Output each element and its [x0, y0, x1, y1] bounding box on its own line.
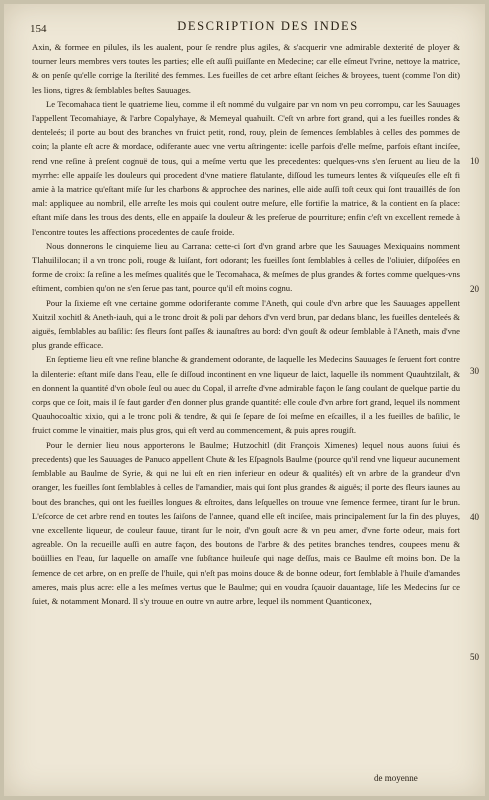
paragraph-tecomahaca: Le Tecomahaca tient le quatrieme lieu, comme il eſt nommé du vulgaire par vn nom vn peu corrompu, car les Sauuages l'appellent Tecomahiaye, & l'arbre Copalyhaye, & Memeyal quahuilt. C'eſt vn arbre fort grand, qui a les fueilles rondes & denteleés; il porte au bout des branches vn fruict petit, rond, rouy, plein de ſemences ſemblables à celles des pommes de coin; la plante eſt acre & mordace, odiferante auec vne vertu aſtringente: icelle parfois d'elle meſme, parfois eſtant inciſee, rend vne reſine à preſent cognuë de tous, qui a meſme vertu que les precedentes: quelques-vns s'en ſeruent au lieu de la myrrhe: elle appaiſe les douleurs qui procedent d'vne matiere flatulante, diſſoud les tumeurs lentes & viſqueuſes elle eſt fi amie à la matrice qu'eſtant miſe ſur les charbons & approchee des narines, elle aide auſſi toſt ceux qui ſont trauaillés de ſon mal: appliquee au nombril, elle arreſte les mois qui coulent outre meſure, elle fortifie la matrice, & la contient en ſa place: eſtant miſe dans les trous des dents, elle en appaiſe la douleur & les preſerue de pourriture; enfin c'eſt vn excellent remede à l'encontre toutes les affections procedentes de cauſe froide.	[32, 98, 460, 237]
paragraph-aneth: Pour la ſixieme eſt vne certaine gomme odoriferante comme l'Aneth, qui coule d'vn arbre que les Sauuages appellent Xuitzil xochitl & Aneth-iauh, qui a le tronc droit & poli par dehors d'vn verd brun, par dedans blanc, les fueilles denteleés & aiguës, ſemblables au baſilic: ſes fleurs ſont paſſes & iaunaſtres au bord: d'vn gouſt & odeur ſemblable à l'Aneth, mais d'vne plus grande efficace.	[32, 297, 460, 351]
running-head: DESCRIPTION DES INDES	[177, 19, 359, 33]
page-header	[30, 12, 470, 38]
paragraph-resine-blanche: En ſeptieme lieu eſt vne reſine blanche & grandement odorante, de laquelle les Medecins Sauuages ſe ſeruent fort contre la dilenterie: eſtant miſe dans l'eau, elle ſe diſſoud incontinent en vne liqueur de laict, laquelle ils nomment Quauhtzilalt, & en donnent la quantité d'vn obole ſeul ou auec du Copal, il arreſte d'vne admirable façon le ſang coulant de quelque partie du corps que ce ſoit, mais il ſe faut garder d'en donner plus grande quantité: elle coule d'vn arbre fort grand, lequel ils nomment Quauhocoaltic xixio, qui a le tronc poli & tendre, & qui ſe ſepare de ſoi meſme en eſcailles, il a les fueilles de baſilic, le fruict comme le vinaitier, mais plus gros, qui eſt verd au commencement, & puis apres rougiſt.	[32, 354, 460, 436]
margin-line-number: 50	[470, 652, 479, 662]
margin-line-number: 30	[470, 366, 479, 376]
paragraph-baulme: Pour le dernier lieu nous apporterons le Baulme; Hutzochitl (dit François Ximenes) lequel nous auons ſuiui és precedents) que les Sauuages de Panuco appellent Chute & les Eſpagnols Baulme (pource qu'il rend vne liqueur aucunement ſemblable au Baulme de Syrie, & qui ne lui eſt en rien inferieur en odeur & qualités) eſt vn arbre de la grandeur d'vn oranger, les fueilles ſont ſemblables à celles de l'amandier, mais qui ſont plus grandes & aiguës; il porte des fleurs iaunes au bout des branches, qui ont les fueilles longues & eſtroites, dans leſquelles on trouue vne ſemence fermee, tirant ſur le brun. L'eſcorce de cet arbre rend en toutes les ſaiſons de l'annee, quand elle eſt inciſee, mais principalement ſur la fin des pluyes, vne excellente liqueur, de couleur fauue, tirant ſur le noir, d'vn gouſt acre & vn peu amer, d'vne forte odeur, mais fort agreable. On la recueille auſſi en autre façon, des boutons de l'arbre & des petites branches tendres, coupees menu & boüillies en l'eau, ſur laquelle on amaſſe vne ſubſtance huileuſe qui nage deſſus, mais ce Baulme eſt moins bon. De la ſemence de cet arbre, on en preſſe de l'huile, qui n'eſt pas moins douce & de bonne odeur, fort ſemblable à l'huile d'amandes ameres, mais plus acre: elle a les meſmes vertus que le Baulme; qui en voudra ſçauoir dauantage, liſe les Medecins ſur ce ſuiet, & notamment Monard. Il s'y trouue en outre vn autre arbre, lequel ils nomment Quanticonex,	[32, 439, 461, 606]
page-number: 154	[30, 23, 47, 35]
catchword: de moyenne	[374, 773, 418, 783]
page-body	[32, 40, 460, 608]
paragraph-carrana: Nous donnerons le cinquieme lieu au Carrana: cette-ci ſort d'vn grand arbre que les Sauuages Mexiquains nomment Tlahuililocan; il a vn tronc poli, rouge & luiſant, fort odorant; les fueilles ſont ſemblables à celles de l'oliuier, diſpoſées en forme de croix: ſa reſine a les meſmes qualités que le Tecomahaca, & meſmes de plus grandes & fortes comme quelques-vns eſtiment, combien qu'on ne s'en ſerue pas tant, pource qu'il eſt moins cognu.	[32, 240, 460, 294]
margin-line-number: 10	[470, 156, 479, 166]
paragraph-continuation: Axin, & formee en pilules, ils les aualent, pour ſe rendre plus agiles, & s'acquerir vne admirable dexterité de ployer & tourner leurs membres vers toutes les parties; elle eſt auſſi puiſſante en Medecine; car elle eſmeut l'vrine, nettoye la matrice, & on penſe qu'elle corrige la ſterilité des femmes. Les fueilles de cet arbre eſtant ſeiches & broyees, tuent (comme l'on dit) les lions, tigres & ſemblables beſtes Sauuages.	[32, 42, 460, 95]
margin-line-number: 20	[470, 284, 479, 294]
margin-line-number: 40	[470, 512, 479, 522]
book-page	[4, 4, 485, 796]
